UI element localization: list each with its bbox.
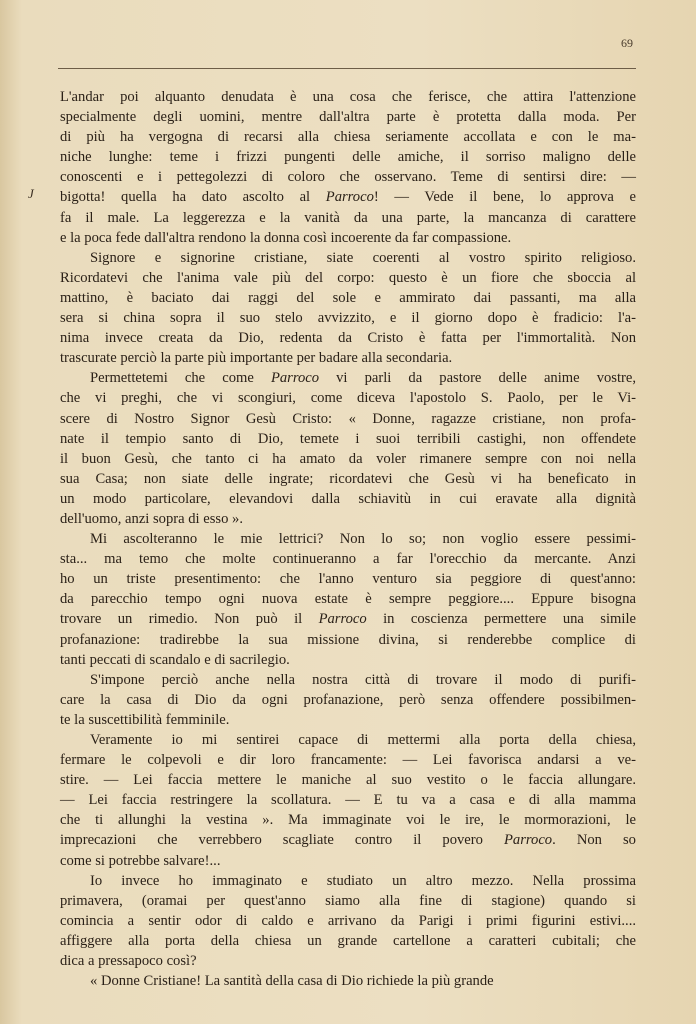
italic-word: Parroco [318,611,367,628]
italic-word: Parroco [270,370,320,387]
text-line: L'andar poi alquanto denudata è una cosa che ferisce, che attira l'attenzione [60,89,636,105]
text-line: Signore e signorine cristiane, siate coerenti al vostro spirito religioso. [90,249,636,266]
text-line: affiggere alla porta della chiesa un grande cartellone a caratteri cubitali; che [60,932,636,949]
paragraph [60,248,636,369]
text-line: trascurate perciò la parte più importante per badare alla secondaria. [60,350,453,367]
header-rule [58,68,636,69]
text-line: di più ha vergogna di recarsi alla chiesa seriamente accollata e con le ma- [60,129,636,146]
italic-word: Parroco [325,189,374,206]
paragraph [60,87,636,248]
text-line: ho un triste presentimento: che l'anno venturo sia peggiore di quest'anno: [60,571,636,588]
text-line: primavera, (oramai per quest'anno siamo alla fine di stagione) quando si [60,892,636,909]
text-line: che ti allunghi la vestina ». Ma immaginate voi le ire, le mormorazioni, le [60,812,636,829]
text-line: stire. — Lei faccia mettere le maniche al suo vestito o le faccia allungare. [60,772,636,789]
italic-word: Parroco [504,832,553,849]
text-line: profanazione: tradirebbe la sua missione divina, si renderebbe complice di [60,631,636,648]
text-line: nate il tempio santo di Dio, temete i suoi terribili castighi, non offendete [60,430,636,447]
text-line: sta... ma temo che molte continueranno a far l'orecchio da mercante. Anzi [60,551,636,568]
text-line: tanti peccati di scandalo e di sacrilegio. [60,651,290,668]
text-line: scere di Nostro Signor Gesù Cristo: « Donne, ragazze cristiane, non profa- [60,410,636,427]
paragraph [60,529,636,670]
text-line: Ricordatevi che l'anima vale più del corpo: questo è un fiore che sboccia al [60,269,636,286]
page-number: 69 [621,36,633,50]
paragraph [60,368,636,529]
paragraph [60,670,636,730]
text-line: Permettetemi che come Parroco vi parli da pastore delle anime vostre, [90,370,637,387]
text-line: trovare un rimedio. Non può il Parroco in coscienza permettere una simile [60,611,636,628]
text-line: bigotta! quella ha dato ascolto al Parroco! — Vede il bene, lo approva e [60,189,636,206]
text-line: imprecazioni che verrebbero scagliate contro il povero Parroco. Non so [60,832,636,849]
text-line: come si potrebbe salvare!... [60,852,221,869]
text-line: mattino, è baciato dai raggi del sole e ammirato dai passanti, ma alla [60,289,636,306]
text-line: sua Casa; non siate delle ingrate; ricordatevi che Gesù vi ha beneficato in [60,470,636,487]
text-line: da parecchio tempo ogni nuova estate è sempre peggiore.... Eppure bisogna [60,591,636,608]
text-line: comincia a sentir odor di caldo e arrivano da Parigi i primi figurini estivi.... [60,912,636,929]
text-line: un modo particolare, elevandovi dalla schiavitù in cui eravate alla dignità [60,490,636,507]
text-line: fermare le colpevoli e dir loro francamente: — Lei favorisca andarsi a ve- [60,752,636,769]
text-line: niche lunghe: teme i frizzi pungenti delle amiche, il sorriso maligno delle [60,149,636,166]
paragraph [60,871,636,971]
margin-mark: J [28,186,34,201]
text-line: il buon Gesù, che tanto ci ha amato da voler rimanere sempre con noi nella [60,450,636,467]
text-line: conoscenti e i pettegolezzi di coloro che osservano. Teme di sentirsi dire: — [60,169,636,186]
text-line: Mi ascolteranno le mie lettrici? Non lo so; non voglio essere pessimi- [90,531,636,548]
text-line: fa il male. La leggerezza e la vanità da una parte, la mancanza di carattere [60,209,636,226]
text-line: S'impone perciò anche nella nostra città di trovare il modo di purifi- [90,671,636,688]
text-line: dell'uomo, anzi sopra di esso ». [60,510,243,527]
text-line: te la suscettibilità femminile. [60,711,230,728]
text-line: care la casa di Dio da ogni profanazione, però senza offendere possibilmen- [60,691,636,708]
text-line: Io invece ho immaginato e studiato un altro mezzo. Nella prossima [90,872,636,889]
body-text [60,87,636,991]
paragraph [60,971,636,991]
text-line: — Lei faccia restringere la scollatura. — E tu va a casa e di alla mamma [60,792,636,809]
paragraph [60,730,636,871]
text-line: dica a pressapoco così? [60,953,197,970]
text-line: e la poca fede dall'altra rendono la donna così incoerente da far compassione. [60,229,512,246]
text-line: sera si china sopra il suo stelo avvizzito, e il giorno dopo è fradicio: l'a- [60,310,636,327]
text-line: specialmente degli uomini, mentre dall'altra parte è protetta dalla moda. Per [60,109,636,126]
text-line: « Donne Cristiane! La santità della casa di Dio richiede la più grande [90,973,494,990]
text-line: che vi preghi, che vi scongiuri, come diceva l'apostolo S. Paolo, per le Vi- [60,390,636,407]
text-line: Veramente io mi sentirei capace di mettermi alla porta della chiesa, [90,732,636,748]
text-line: nima invece creata da Dio, redenta da Cristo è fatta per l'immortalità. Non [60,330,636,347]
